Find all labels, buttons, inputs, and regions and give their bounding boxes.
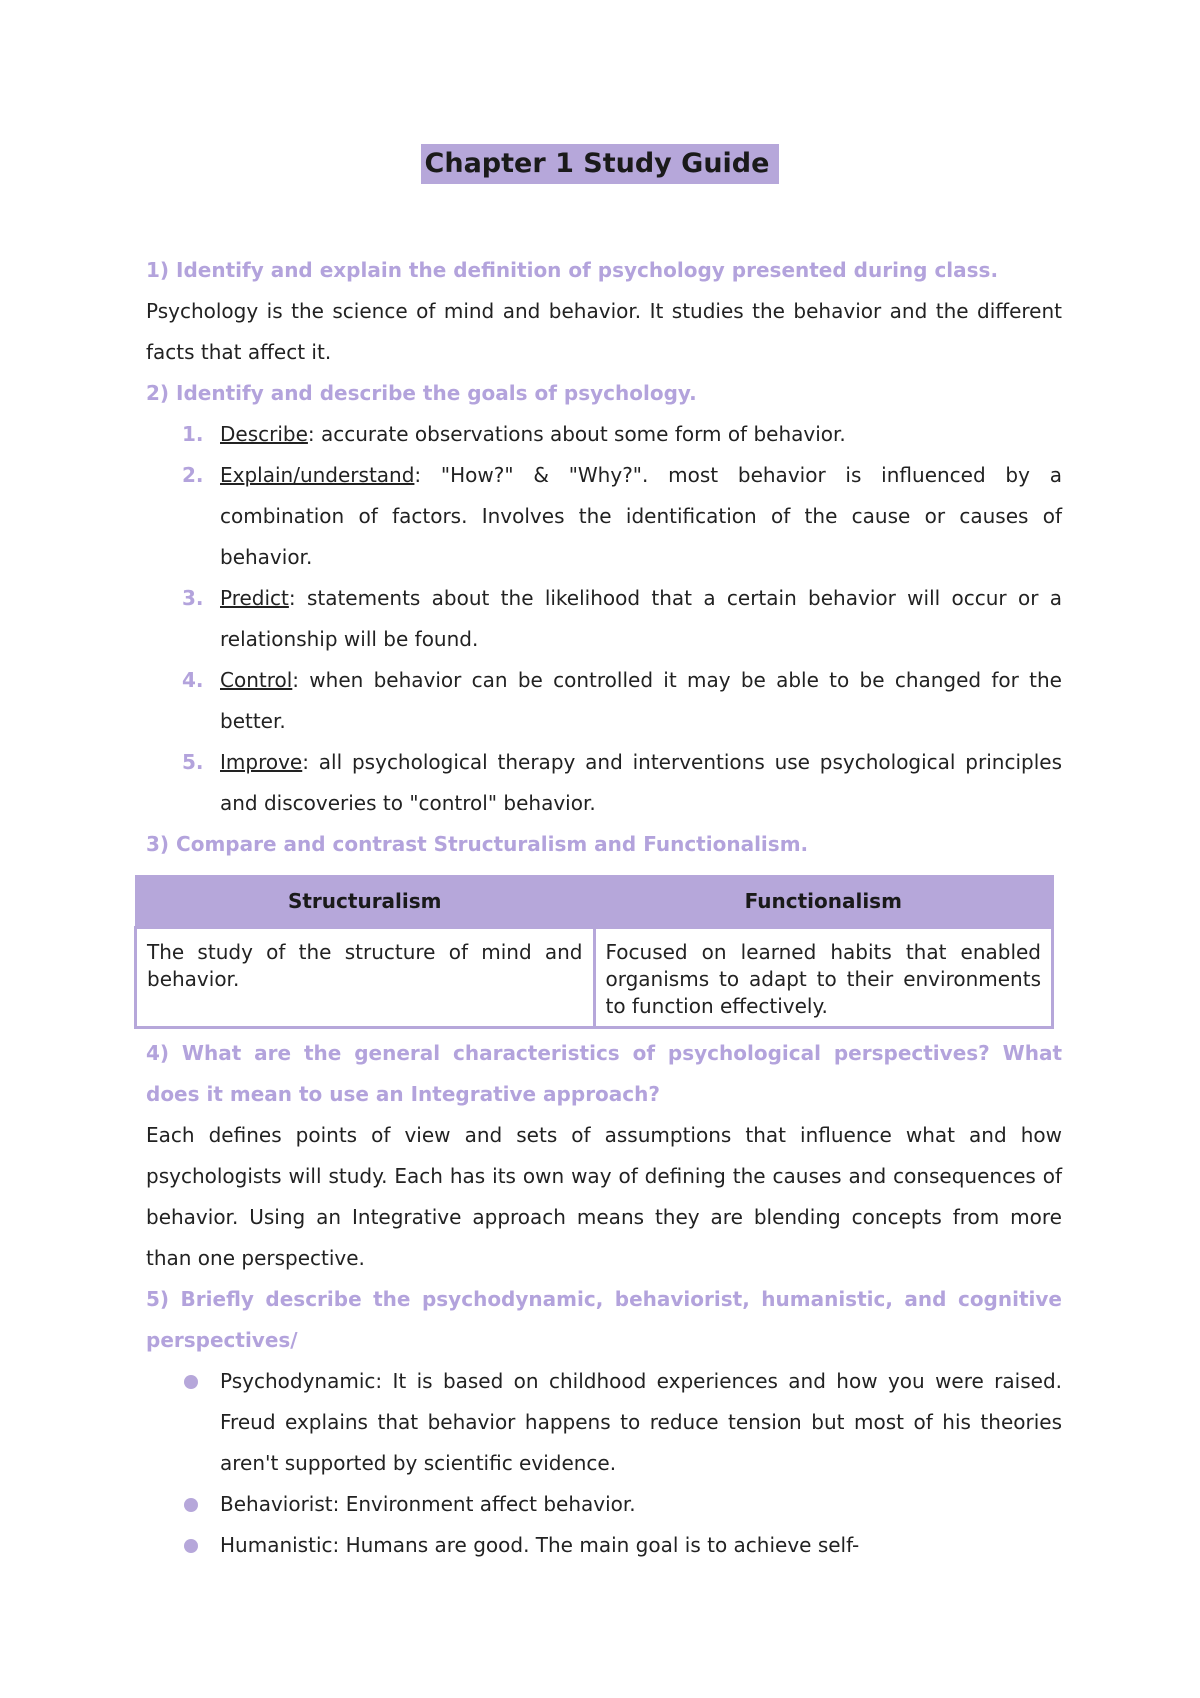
bullet-icon [184, 1498, 198, 1512]
question-5: 5) Briefly describe the psychodynamic, behaviorist, humanistic, and cognitive perspectives/ [146, 1287, 1062, 1352]
title-wrap [0, 144, 1200, 184]
goal-text: : when behavior can be controlled it may be able to be changed for the better. [220, 668, 1062, 733]
perspectives-list [146, 1361, 1062, 1566]
table-cell-structuralism: The study of the structure of mind and behavior. [136, 928, 595, 1028]
table-row [136, 928, 1053, 1028]
goal-number: 1. [182, 422, 204, 446]
goal-item [146, 455, 1062, 578]
perspective-text: Psychodynamic: It is based on childhood experiences and how you were raised. Freud explains that behavior happens to reduce tension but most of his theories aren't supported by scientific evidence. [220, 1369, 1062, 1475]
goal-number: 4. [182, 668, 204, 692]
bullet-icon [184, 1539, 198, 1553]
goal-text: : accurate observations about some form of behavior. [307, 422, 846, 446]
goal-item [146, 414, 1062, 455]
goal-number: 5. [182, 750, 204, 774]
question-2: 2) Identify and describe the goals of psychology. [146, 381, 697, 405]
table-cell-functionalism: Focused on learned habits that enabled organisms to adapt to their environments to function effectively. [594, 928, 1053, 1028]
document-content [146, 250, 1062, 1566]
goal-term: Explain/understand [220, 463, 415, 487]
perspective-text: Behaviorist: Environment affect behavior. [220, 1492, 636, 1516]
page-title: Chapter 1 Study Guide [421, 144, 780, 184]
answer-4: Each defines points of view and sets of assumptions that influence what and how psychologists will study. Each has its own way of defining the causes and consequences of behavior. Using an Integrative approach means they are blending concepts from more than one perspective. [146, 1123, 1062, 1270]
goal-item [146, 578, 1062, 660]
goal-number: 2. [182, 463, 204, 487]
comparison-table [134, 875, 1054, 1029]
question-3: 3) Compare and contrast Structuralism and Functionalism. [146, 832, 809, 856]
goals-list [146, 414, 1062, 824]
goal-number: 3. [182, 586, 204, 610]
goal-term: Describe [220, 422, 308, 446]
question-1: 1) Identify and explain the definition of psychology presented during class. [146, 258, 999, 282]
goal-term: Improve [220, 750, 303, 774]
answer-1: Psychology is the science of mind and behavior. It studies the behavior and the different facts that affect it. [146, 299, 1062, 364]
goal-text: : statements about the likelihood that a certain behavior will occur or a relationship will be found. [220, 586, 1062, 651]
bullet-icon [184, 1375, 198, 1389]
goal-term: Predict [220, 586, 289, 610]
goal-item [146, 742, 1062, 824]
table-header-structuralism: Structuralism [136, 876, 595, 928]
perspective-item [146, 1361, 1062, 1484]
table-header-row [136, 876, 1053, 928]
perspective-item [146, 1525, 1062, 1566]
goal-item [146, 660, 1062, 742]
question-4: 4) What are the general characteristics of psychological perspectives? What does it mean to use an Integrative approach? [146, 1041, 1062, 1106]
perspective-text: Humanistic: Humans are good. The main goal is to achieve self- [220, 1533, 860, 1557]
goal-text: : all psychological therapy and interventions use psychological principles and discoveries to "control" behavior. [220, 750, 1062, 815]
table-header-functionalism: Functionalism [594, 876, 1053, 928]
perspective-item [146, 1484, 1062, 1525]
goal-term: Control [220, 668, 293, 692]
goal-text: : "How?" & "Why?". most behavior is influenced by a combination of factors. Involves the identification of the cause or causes of behavior. [220, 463, 1062, 569]
